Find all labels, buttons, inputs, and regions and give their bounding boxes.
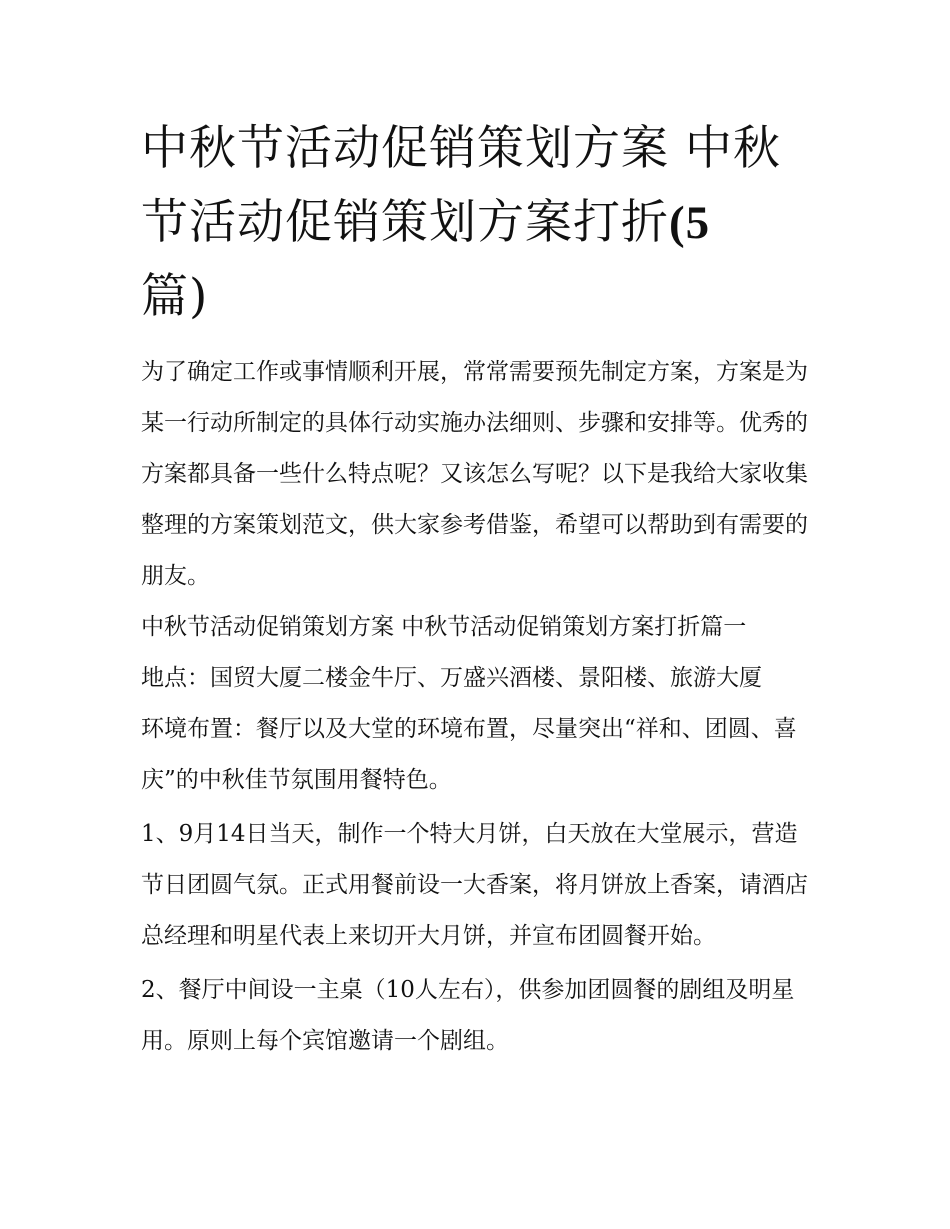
intro-paragraph: 为了确定工作或事情顺利开展，常常需要预先制定方案，方案是为某一行动所制定的具体行动实施办法细则、步骤和安排等。优秀的方案都具备一些什么特点呢？又该怎么写呢？以下是我给大家收集整理的方案策划范文，供大家参考借鉴，希望可以帮助到有需要的朋友。 — [141, 359, 808, 589]
section-heading: 中秋节活动促销策划方案 中秋节活动促销策划方案打折篇一 — [141, 614, 747, 640]
item-2-paragraph: 2、餐厅中间设一主桌（10人左右），供参加团圆餐的剧组及明星用。原则上每个宾馆邀请一个剧组。 — [141, 977, 795, 1054]
item-1-paragraph: 1、9月14日当天，制作一个特大月饼，白天放在大堂展示，营造节日团圆气氛。正式用餐前设一大香案，将月饼放上香案，请酒店总经理和明星代表上来切开大月饼，并宣布团圆餐开始。 — [141, 821, 808, 949]
document-body — [141, 347, 816, 1067]
title-main: 中秋节活动促销策划方案 中秋节活动促销策划方案打折 — [141, 121, 781, 250]
environment-paragraph: 环境布置：餐厅以及大堂的环境布置，尽量突出“祥和、团圆、喜庆”的中秋佳节氛围用餐特色。 — [141, 716, 797, 793]
location-paragraph: 地点：国贸大厦二楼金牛厅、万盛兴酒楼、景阳楼、旅游大厦 — [141, 665, 762, 691]
title-count-close: 篇) — [141, 269, 209, 324]
title-count-open: (5 — [669, 197, 711, 249]
document-page — [141, 112, 816, 1067]
document-title — [141, 112, 816, 334]
